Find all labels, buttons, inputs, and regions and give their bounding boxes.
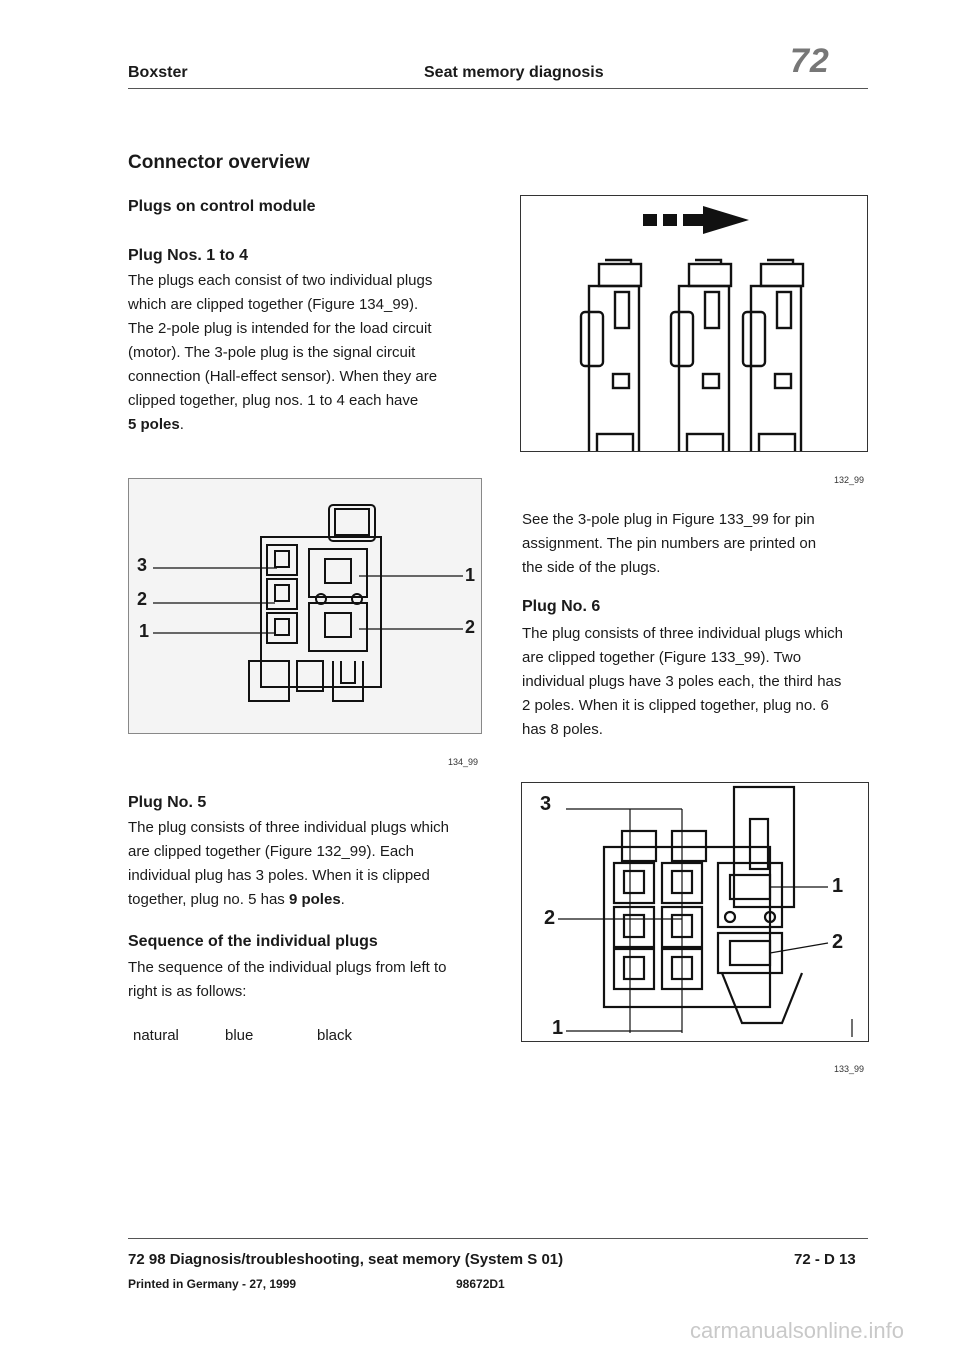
text-line: (motor). The 3-pole plug is the signal circuit xyxy=(128,344,416,361)
sequence-color-natural: natural xyxy=(133,1027,179,1044)
period: . xyxy=(179,416,184,433)
figure-132-caption: 132_99 xyxy=(834,475,865,485)
header-left: Boxster xyxy=(128,64,188,81)
text-line: The 2-pole plug is intended for the load circuit xyxy=(128,320,432,337)
sequence-color-black: black xyxy=(317,1027,353,1044)
figure-134-caption: 134_99 xyxy=(448,757,479,767)
text-line: has 8 poles. xyxy=(522,721,603,738)
direction-arrow-icon xyxy=(643,206,749,234)
plug-6-text xyxy=(522,622,872,742)
period: . xyxy=(340,891,345,908)
text-line: are clipped together (Figure 132_99). Each xyxy=(128,843,415,860)
fig133-label-left-1: 1 xyxy=(552,1017,564,1039)
fig133-label-left-3: 3 xyxy=(540,793,552,815)
bold-poles: 5 poles xyxy=(128,416,180,433)
text-line: which are clipped together (Figure 134_99). xyxy=(128,296,419,313)
footer-code: 98672D1 xyxy=(456,1277,505,1291)
watermark: carmanualsonline.info xyxy=(690,1318,905,1343)
figure-133-99 xyxy=(521,782,869,1042)
plug-1-4-text xyxy=(128,269,488,437)
text-line: See the 3-pole plug in Figure 133_99 for pin xyxy=(522,511,815,528)
figure-133-reference-text xyxy=(522,508,872,580)
fig134-label-right-2: 2 xyxy=(465,617,476,637)
header-rule xyxy=(128,88,868,89)
text-line: The sequence of the individual plugs from left to xyxy=(128,959,447,976)
text-line: 2 poles. When it is clipped together, plug no. 6 xyxy=(522,697,829,714)
figure-133-caption: 133_99 xyxy=(834,1064,865,1074)
text-line: individual plug has 3 poles. When it is clipped xyxy=(128,867,430,884)
plug-6-heading: Plug No. 6 xyxy=(522,598,601,615)
sequence-heading: Sequence of the individual plugs xyxy=(128,933,378,950)
plug-5-heading: Plug No. 5 xyxy=(128,794,207,811)
text-line xyxy=(128,413,488,437)
fig133-label-right-1: 1 xyxy=(832,875,844,897)
bold-poles: 9 poles xyxy=(288,891,341,908)
section-title: Connector overview xyxy=(128,152,310,173)
footer-rule xyxy=(128,1238,868,1239)
header-center: Seat memory diagnosis xyxy=(424,64,604,81)
text-line: connection (Hall-effect sensor). When they are xyxy=(128,368,438,385)
text-line: The plugs each consist of two individual plugs xyxy=(128,272,433,289)
section-subtitle: Plugs on control module xyxy=(128,198,316,215)
text-line: The plug consists of three individual plugs which xyxy=(522,625,844,642)
connector-drawing-132 xyxy=(521,196,867,451)
figure-132-99 xyxy=(520,195,868,452)
text-fragment: together, plug no. 5 has xyxy=(128,891,289,908)
figure-134-99 xyxy=(128,478,482,734)
footer-title: 72 98 Diagnosis/troubleshooting, seat memory (System S 01) xyxy=(128,1251,564,1268)
text-line: The plug consists of three individual plugs which xyxy=(128,819,450,836)
fig134-label-left-3: 3 xyxy=(137,555,148,575)
text-line xyxy=(128,888,488,912)
fig133-label-left-2: 2 xyxy=(544,907,556,929)
plug-1-4-heading: Plug Nos. 1 to 4 xyxy=(128,247,249,264)
connector-drawing-133 xyxy=(522,783,868,1041)
text-line: right is as follows: xyxy=(128,983,247,1000)
text-line: assignment. The pin numbers are printed on xyxy=(522,535,817,552)
text-line: are clipped together (Figure 133_99). Two xyxy=(522,649,802,666)
chapter-number: 72 xyxy=(790,42,830,80)
fig133-label-right-2: 2 xyxy=(832,931,844,953)
sequence-color-blue: blue xyxy=(225,1027,254,1044)
text-line: individual plugs have 3 poles each, the third has xyxy=(522,673,842,690)
sequence-text xyxy=(128,956,488,1004)
footer-printed: Printed in Germany - 27, 1999 xyxy=(128,1277,297,1291)
fig134-label-right-1: 1 xyxy=(465,565,476,585)
fig134-label-left-1: 1 xyxy=(139,621,150,641)
text-line: the side of the plugs. xyxy=(522,559,661,576)
connector-drawing-134 xyxy=(129,479,481,733)
footer-page-number: 72 - D 13 xyxy=(794,1251,856,1268)
plug-5-text xyxy=(128,816,488,912)
text-line: clipped together, plug nos. 1 to 4 each have xyxy=(128,392,419,409)
fig134-label-left-2: 2 xyxy=(137,589,148,609)
